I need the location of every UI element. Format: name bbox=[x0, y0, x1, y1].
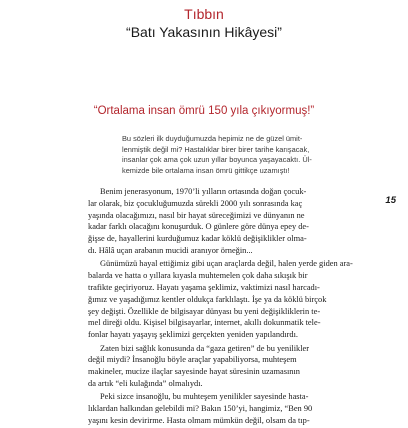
chapter-title: Tıbbın bbox=[184, 6, 224, 22]
text-line: şey değişti. Özellikle de bilgisayar dünyası bu yeni değişikliklerin te- bbox=[88, 306, 321, 316]
text-line: makineler, mucize ilaçlar sayesinde hayat süresinin uzamasının bbox=[88, 367, 300, 377]
page-number: 15 bbox=[385, 195, 396, 206]
paragraph bbox=[88, 258, 380, 341]
body-text bbox=[88, 186, 380, 428]
text-line: ğımız ve yaşadığımız kentler oldukça farklılaştı. İşe ya da köklü birçok bbox=[88, 294, 327, 304]
epigraph-line: lenmiştik değil mi? Hastalıklar birer birer tarihe karışacak, bbox=[122, 144, 310, 154]
text-line: ğişse de, hayallerini kurduğumuz kadar köklü değişiklikler olma- bbox=[88, 234, 307, 244]
text-line: yaşını kesin devirirme. Hasta olmam mümkün değil, olsam da tıp- bbox=[88, 415, 310, 425]
text-line: Peki sizce insanoğlu, bu muhteşem yenilikler sayesinde hasta- bbox=[100, 392, 309, 402]
text-line: yaşında olacağımızı, nasıl bir hayat süreceğimizi ve dünyanın ne bbox=[88, 210, 305, 220]
chapter-subtitle: “Batı Yakasının Hikâyesi” bbox=[126, 24, 282, 40]
text-line: mel direği oldu. Kişisel bilgisayarlar, internet, akıllı dokunmatik tele- bbox=[88, 318, 321, 328]
epigraph-line: insanlar çok ama çok uzun yıllar boyunca yaşayacaktı. Ül- bbox=[122, 155, 312, 165]
paragraph bbox=[88, 391, 380, 426]
text-line: lar olarak, biz çocukluğumuzda sürekli 2000 yılı sonrasında kaç bbox=[88, 198, 303, 208]
paragraph bbox=[88, 186, 380, 257]
text-line: Zaten bizi sağlık konusunda da “gaza getiren” de bu yenilikler bbox=[100, 343, 310, 353]
paragraph bbox=[88, 343, 380, 390]
text-line: kadar farklı olacağını konuşurduk. O günlere göre dünya epey de- bbox=[88, 222, 309, 232]
text-line: trafikte geçiriyoruz. Hayatı yaşama şeklimiz, vaktimizi nasıl harcadı- bbox=[88, 282, 320, 292]
text-line: Benim jenerasyonum, 1970’li yılların ortasında doğan çocuk- bbox=[100, 187, 307, 196]
epigraph-line: kemizde bile ortalama insan ömrü gittikçe uzamıştı! bbox=[122, 165, 290, 175]
text-line: fonlar hayatı yaşayış şeklimizi gerçekten yeniden yapılandırdı. bbox=[88, 330, 299, 340]
text-line: da artık “eli kulağında” olmalıydı. bbox=[88, 378, 203, 388]
text-line: değil miydi? İnsanoğlu böyle araçlar yapabiliyorsa, muhteşem bbox=[88, 355, 297, 365]
text-line: lıklardan halkından gelebildi mi? Bakın 150’yi, hangimiz, “Ben 90 bbox=[88, 404, 313, 414]
text-line: dı. Hâlâ uçan arabanın mucidi aranıyor örneğin... bbox=[88, 245, 253, 255]
text-line: Günümüzü hayal ettiğimiz gibi uçan araçlarda değil, halen yerde giden ara- bbox=[100, 259, 353, 269]
epigraph bbox=[122, 134, 384, 176]
epigraph-line: Bu sözleri ilk duyduğumuzda hepimiz ne de güzel ümit- bbox=[122, 134, 303, 143]
text-line: balarda ve hatta o yıllara kıyasla muhtemelen çok daha sıkışık bir bbox=[88, 271, 308, 281]
quote-heading: “Ortalama insan ömrü 150 yıla çıkıyormuş!” bbox=[93, 105, 315, 117]
